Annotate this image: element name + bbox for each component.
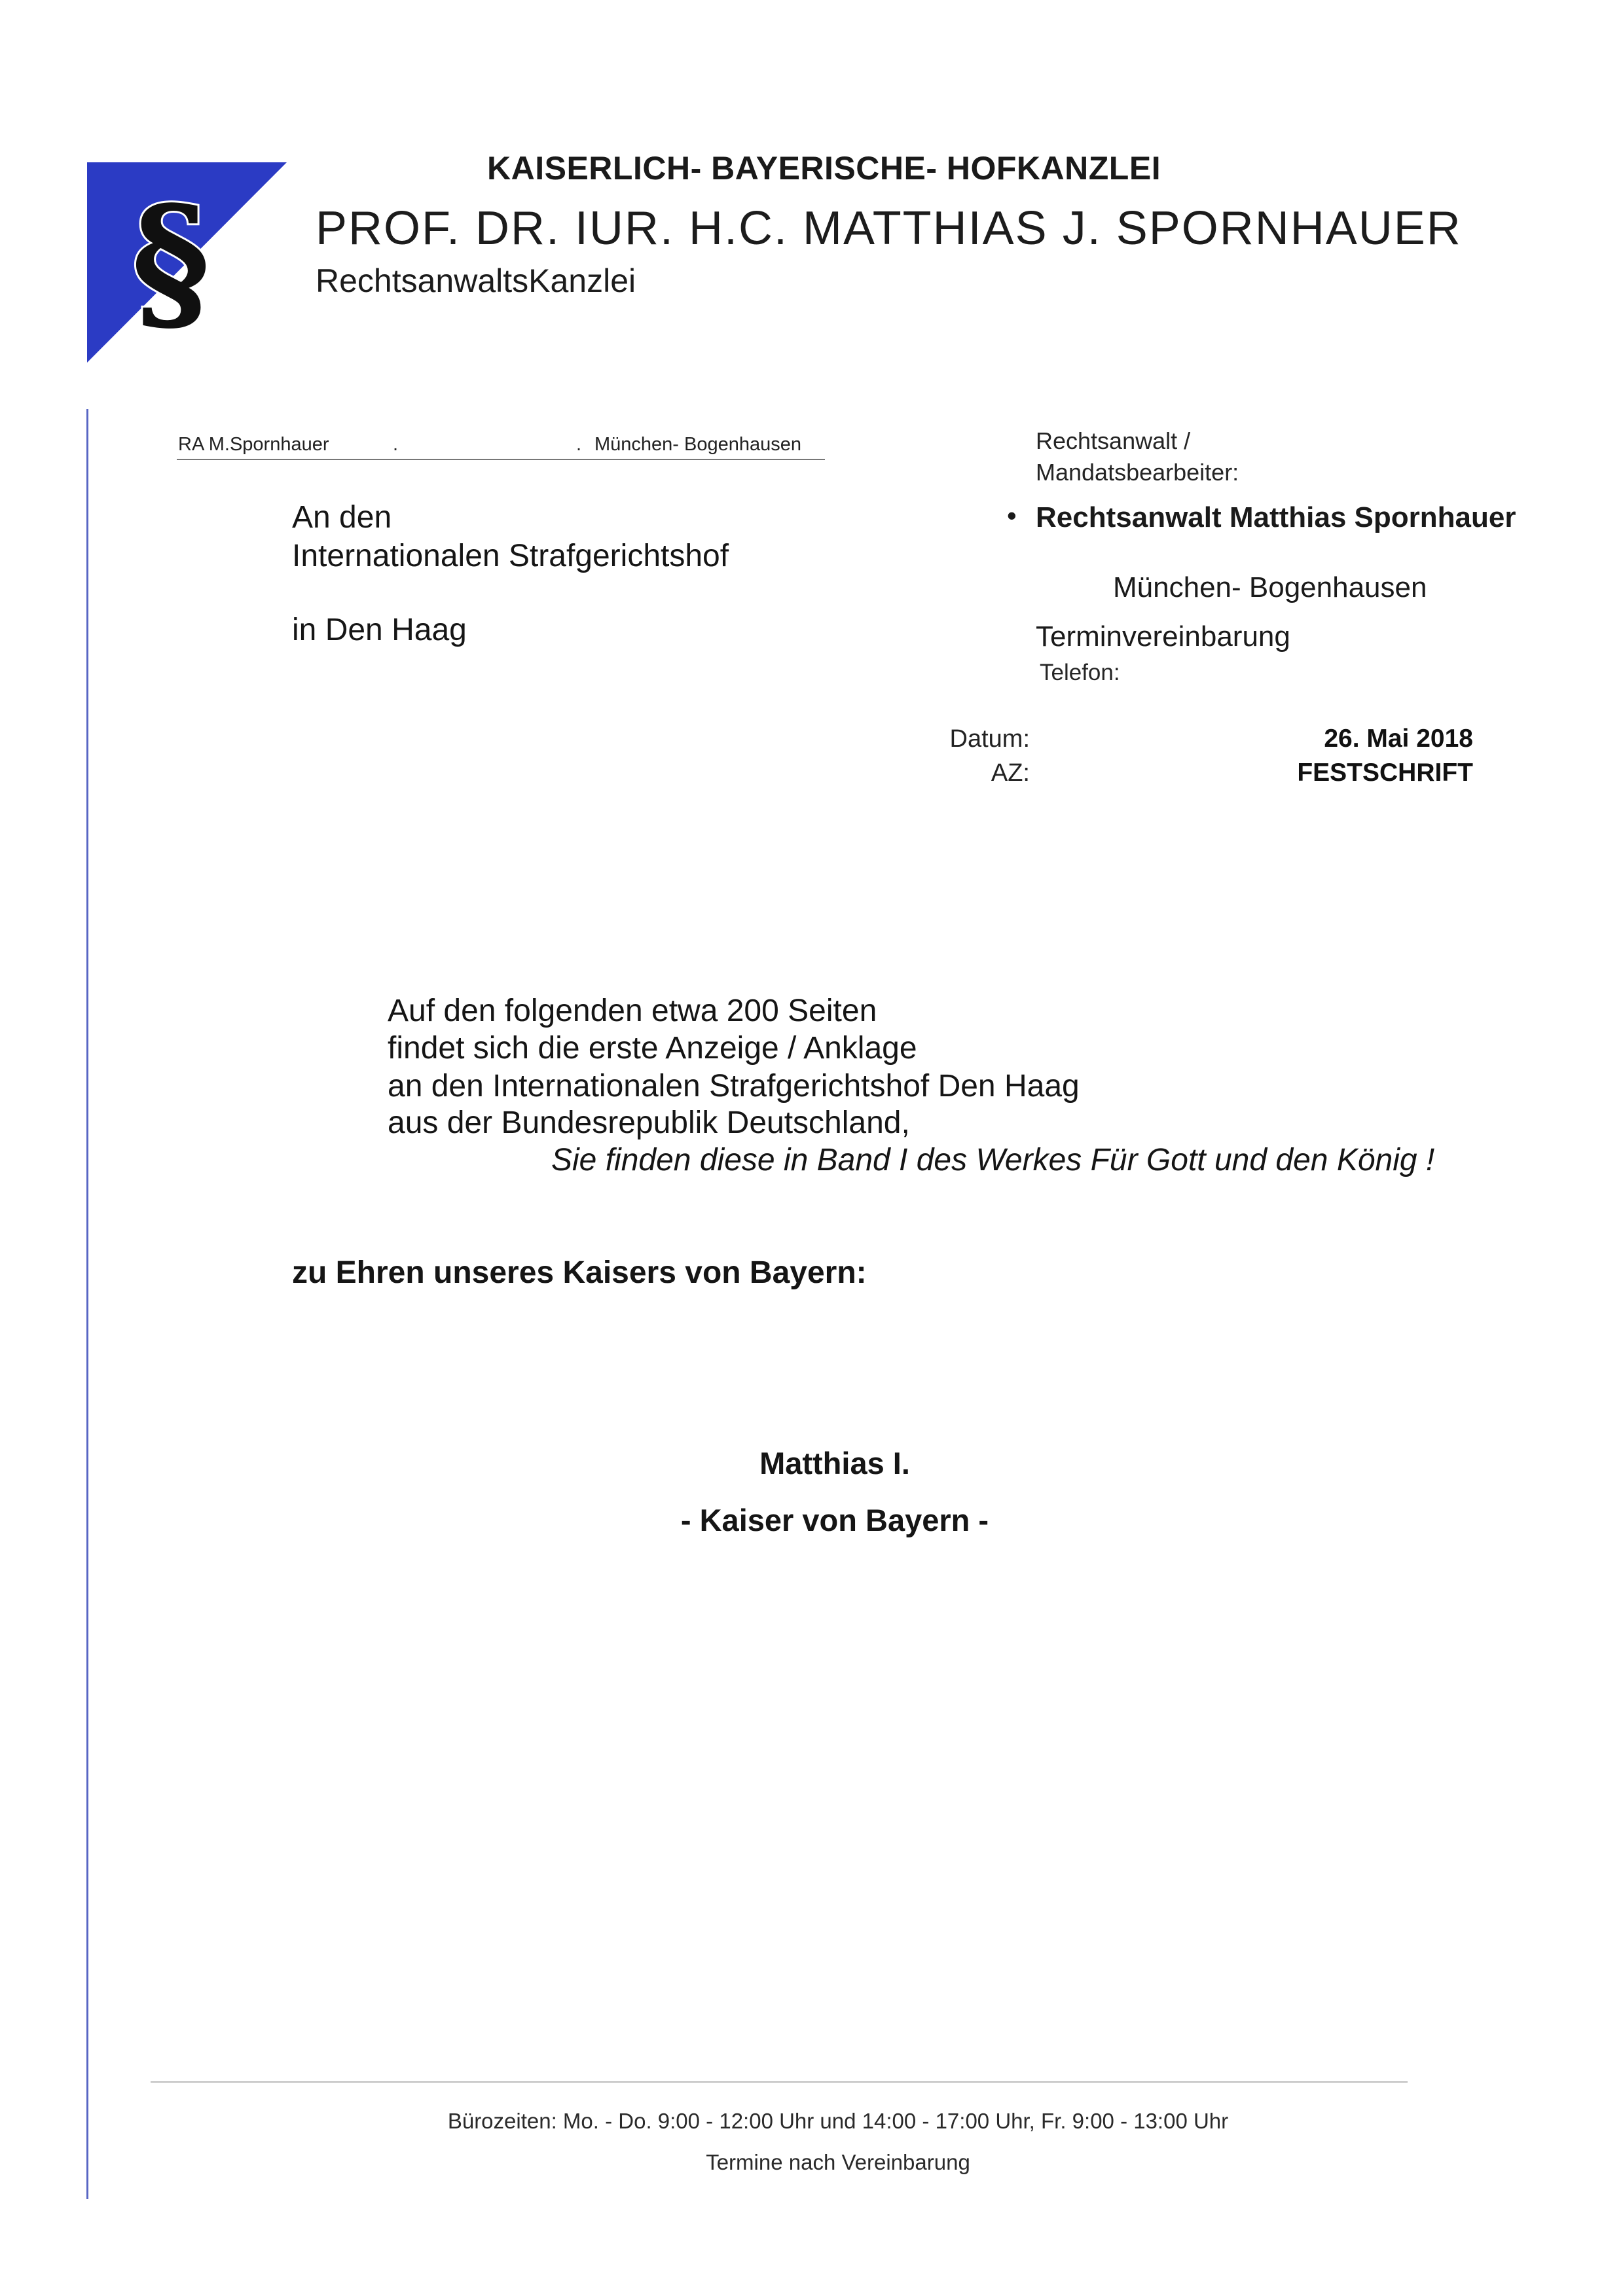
recipient-line: An den — [292, 500, 392, 535]
body-line: an den Internationalen Strafgerichtshof Den Haag — [388, 1069, 1080, 1103]
contact-attorney: Rechtsanwalt Matthias Spornhauer — [1036, 501, 1516, 533]
recipient-line: in Den Haag — [292, 613, 467, 647]
sender-name: RA M.Spornhauer — [178, 434, 329, 455]
recipient-line: Internationalen Strafgerichtshof — [292, 539, 729, 573]
bullet-icon: • — [1007, 500, 1017, 531]
date-value: 26. Mai 2018 — [1324, 725, 1473, 753]
body-line: Auf den folgenden etwa 200 Seiten — [388, 994, 877, 1028]
body-line: aus der Bundesrepublik Deutschland, — [388, 1105, 910, 1140]
law-firm-logo — [87, 162, 287, 363]
date-label: Datum: — [949, 725, 1030, 753]
emperor-title: - Kaiser von Bayern - — [680, 1503, 989, 1537]
body-line: findet sich die erste Anzeige / Anklage — [388, 1031, 917, 1066]
contact-label: Mandatsbearbeiter: — [1036, 459, 1239, 486]
reference-value: FESTSCHRIFT — [1297, 759, 1473, 787]
contact-phone-label: Telefon: — [1040, 660, 1120, 685]
footer-office-hours: Bürozeiten: Mo. - Do. 9:00 - 12:00 Uhr und 14:00 - 17:00 Uhr, Fr. 9:00 - 13:00 Uhr — [447, 2109, 1229, 2133]
contact-appointment: Terminvereinbarung — [1036, 620, 1290, 653]
paragraph-symbol-icon: § — [131, 173, 211, 350]
left-margin-line — [86, 409, 88, 2199]
sender-rule — [177, 459, 825, 460]
firm-subtitle: RechtsanwaltsKanzlei — [316, 262, 636, 299]
body-line-italic: Sie finden diese in Band I des Werkes Für Gott und den König ! — [551, 1143, 1435, 1177]
emperor-name: Matthias I. — [759, 1446, 910, 1480]
sender-separator: . — [576, 434, 582, 455]
footer-rule — [151, 2081, 1408, 2083]
dedication: zu Ehren unseres Kaisers von Bayern: — [292, 1255, 867, 1290]
contact-label: Rechtsanwalt / — [1036, 427, 1191, 454]
reference-label: AZ: — [991, 759, 1030, 787]
firm-name: PROF. DR. IUR. H.C. MATTHIAS J. SPORNHAUER — [316, 202, 1462, 255]
sender-city: München- Bogenhausen — [594, 434, 802, 455]
footer-appointments: Termine nach Vereinbarung — [706, 2150, 970, 2174]
contact-city: München- Bogenhausen — [1113, 571, 1427, 603]
firm-kicker: KAISERLICH- BAYERISCHE- HOFKANZLEI — [487, 150, 1161, 187]
sender-separator: . — [393, 434, 399, 455]
